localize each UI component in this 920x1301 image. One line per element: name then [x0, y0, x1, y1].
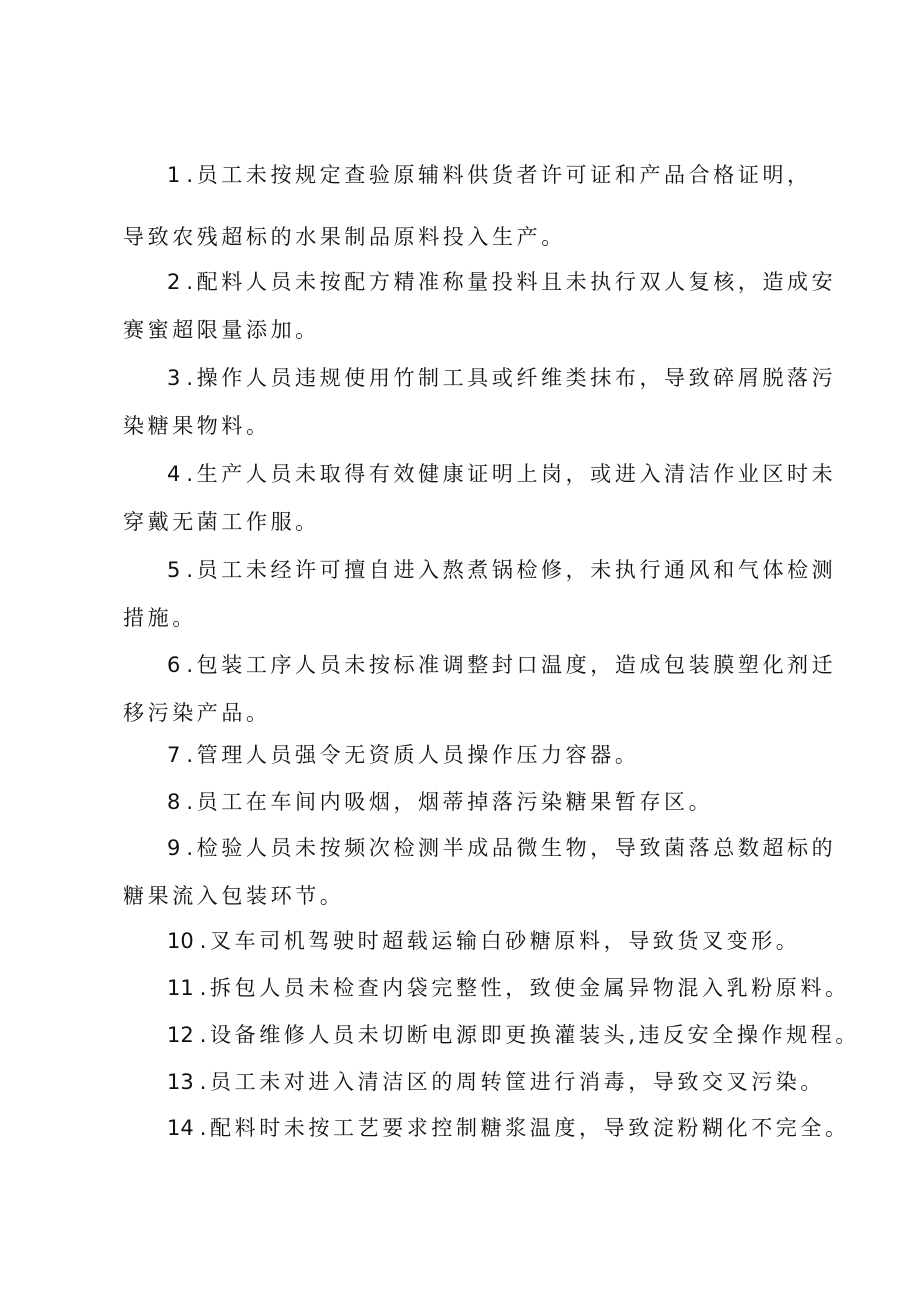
item-text: .员工未经许可擅自进入熬煮锅检修，未执行通风和气体检测 [186, 558, 837, 582]
item-first-line [123, 731, 823, 779]
item-text: .管理人员强令无资质人员操作压力容器。 [186, 743, 640, 767]
list-item-13 [123, 1058, 826, 1106]
item-text: .员工未对进入清洁区的周转筐进行消毒，导致交叉污染。 [199, 1070, 826, 1094]
item-first-line [123, 917, 823, 965]
item-number: 7 [167, 743, 181, 767]
item-number: 12 [167, 1023, 194, 1047]
list-item-7 [123, 731, 823, 779]
item-text: .包装工序人员未按标准调整封口温度，造成包装膜塑化剂迁 [186, 653, 837, 677]
list-item-2 [123, 258, 837, 354]
item-first-line [123, 546, 837, 594]
item-text: .员工在车间内吸烟，烟蒂掉落污染糖果暂存区。 [186, 790, 714, 814]
item-first-line [123, 641, 837, 689]
item-continuation-line: 赛蜜超限量添加。 [123, 318, 320, 342]
item-text: .操作人员违规使用竹制工具或纤维类抹布，导致碎屑脱落污 [186, 366, 837, 390]
list-item-5 [123, 546, 837, 642]
item-text: .员工未按规定查验原辅料供货者许可证和产品合格证明， [186, 163, 812, 187]
item-number: 13 [167, 1070, 194, 1094]
item-text: .叉车司机驾驶时超载运输白砂糖原料，导致货叉变形。 [199, 929, 801, 953]
list-item-10 [123, 917, 823, 965]
item-text: .检验人员未按频次检测半成品微生物，导致菌落总数超标的 [186, 836, 837, 860]
item-continuation-line: 穿戴无菌工作服。 [123, 510, 320, 534]
item-continuation-line: 移污染产品。 [123, 701, 271, 725]
item-number: 6 [167, 653, 181, 677]
item-number: 2 [167, 270, 181, 294]
item-first-line [123, 258, 837, 306]
list-item-9 [123, 824, 837, 920]
item-continuation-line: 措施。 [123, 606, 197, 630]
item-first-line [123, 1104, 850, 1152]
item-text: .配料人员未按配方精准称量投料且未执行双人复核，造成安 [186, 270, 837, 294]
item-continuation-line: 糖果流入包装环节。 [123, 884, 345, 908]
item-text: .配料时未按工艺要求控制糖浆温度，导致淀粉糊化不完全。 [199, 1116, 850, 1140]
item-first-line [123, 151, 823, 199]
item-number: 9 [167, 836, 181, 860]
item-number: 11 [167, 976, 194, 1000]
list-item-1 [123, 151, 823, 261]
item-first-line [123, 354, 837, 402]
item-number: 10 [167, 929, 194, 953]
item-number: 1 [167, 163, 181, 187]
list-item-3 [123, 354, 837, 450]
list-item-6 [123, 641, 837, 737]
item-text: .拆包人员未检查内袋完整性，致使金属异物混入乳粉原料。 [199, 976, 850, 1000]
item-first-line [123, 1058, 826, 1106]
item-first-line [123, 778, 823, 826]
item-first-line [123, 824, 837, 872]
item-number: 14 [167, 1116, 194, 1140]
item-text: .生产人员未取得有效健康证明上岗，或进入清洁作业区时未 [186, 462, 837, 486]
item-number: 3 [167, 366, 181, 390]
item-first-line [123, 1011, 860, 1059]
item-first-line [123, 964, 850, 1012]
list-item-4 [123, 450, 837, 546]
list-item-12 [123, 1011, 860, 1059]
item-continuation-line: 染糖果物料。 [123, 414, 271, 438]
item-first-line [123, 450, 837, 498]
list-item-14 [123, 1104, 850, 1152]
item-number: 5 [167, 558, 181, 582]
item-text: .设备维修人员未切断电源即更换灌装头,违反安全操作规程。 [199, 1023, 860, 1047]
item-number: 4 [167, 462, 181, 486]
list-item-11 [123, 964, 850, 1012]
item-number: 8 [167, 790, 181, 814]
item-continuation-line: 导致农残超标的水果制品原料投入生产。 [123, 225, 566, 249]
list-item-8 [123, 778, 823, 826]
